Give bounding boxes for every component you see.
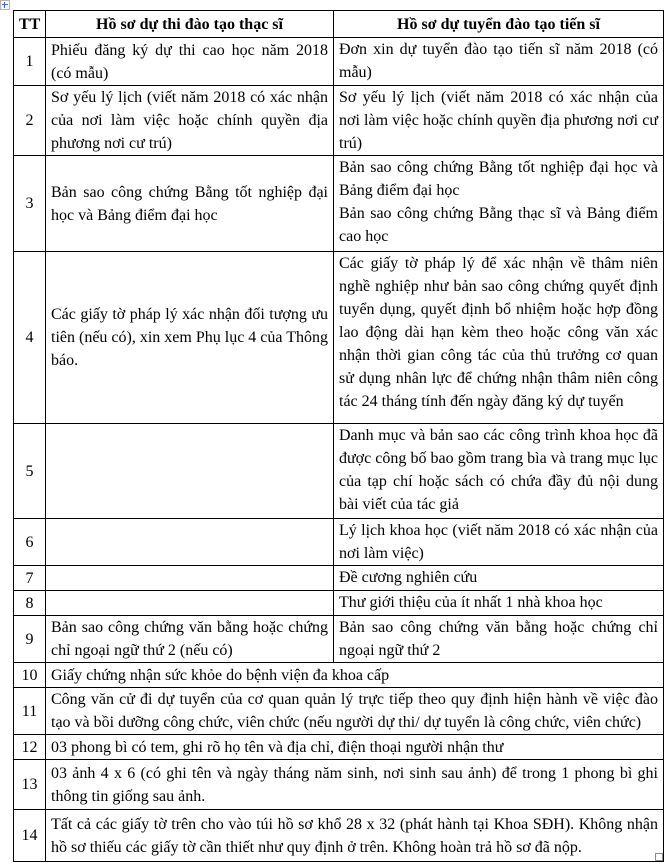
tt-cell: 7 bbox=[14, 566, 46, 591]
tt-cell: 8 bbox=[14, 591, 46, 616]
merged-cell: Tất cả các giấy tờ trên cho vào túi hồ sơ khổ 28 x 32 (phát hành tại Khoa SĐH). Không nhận hồ sơ thiếu các giấy tờ cần thiết như quy định ở trên. Không hoàn trả hồ sơ đã nộp. bbox=[46, 810, 664, 862]
tt-cell: 11 bbox=[14, 688, 46, 735]
table-row bbox=[14, 424, 664, 519]
table-row bbox=[14, 86, 664, 156]
table-row bbox=[14, 566, 664, 591]
tt-cell: 14 bbox=[14, 810, 46, 862]
table-row bbox=[14, 156, 664, 252]
table-row bbox=[14, 519, 664, 566]
paragraph: Bản sao công chứng Bằng thạc sĩ và Bảng điểm cao học bbox=[339, 205, 658, 245]
phd-cell: Lý lịch khoa học (viết năm 2018 có xác nhận của nơi làm việc) bbox=[334, 519, 664, 566]
tt-cell: 6 bbox=[14, 519, 46, 566]
merged-cell: 03 ảnh 4 x 6 (có ghi tên và ngày tháng năm sinh, nơi sinh sau ảnh) để trong 1 phong bì ghi thông tin giống sau ảnh. bbox=[46, 760, 664, 810]
table-row bbox=[14, 616, 664, 663]
header-tt: TT bbox=[14, 11, 46, 38]
table-row bbox=[14, 735, 664, 760]
master-cell bbox=[46, 566, 334, 591]
tt-cell: 1 bbox=[14, 38, 46, 86]
tt-cell: 10 bbox=[14, 663, 46, 688]
header-master: Hồ sơ dự thi đào tạo thạc sĩ bbox=[46, 11, 334, 38]
tt-cell: 9 bbox=[14, 616, 46, 663]
tt-cell: 12 bbox=[14, 735, 46, 760]
phd-cell: Thư giới thiệu của ít nhất 1 nhà khoa học bbox=[334, 591, 664, 616]
table-row bbox=[14, 760, 664, 810]
plus-icon bbox=[4, 2, 5, 8]
master-cell: Bản sao công chứng văn bằng hoặc chứng chỉ ngoại ngữ thứ 2 (nếu có) bbox=[46, 616, 334, 663]
phd-cell: Sơ yếu lý lịch (viết năm 2018 có xác nhận của nơi làm việc hoặc chính quyền địa phương nơi cư trú) bbox=[334, 86, 664, 156]
master-cell: Bản sao công chứng Bằng tốt nghiệp đại học và Bảng điểm đại học bbox=[46, 156, 334, 252]
phd-cell bbox=[334, 156, 664, 252]
table-row bbox=[14, 591, 664, 616]
master-cell: Các giấy tờ pháp lý xác nhận đối tượng ưu tiên (nếu có), xin xem Phụ lục 4 của Thông báo. bbox=[46, 252, 334, 424]
master-cell bbox=[46, 424, 334, 519]
tt-cell: 2 bbox=[14, 86, 46, 156]
table-row bbox=[14, 688, 664, 735]
merged-cell: Công văn cử đi dự tuyển của cơ quan quản lý trực tiếp theo quy định hiện hành về việc đào tạo và bồi dưỡng công chức, viên chức (nếu người dự thi/ dự tuyển là công chức, viên chức) bbox=[46, 688, 664, 735]
merged-cell: Giấy chứng nhận sức khỏe do bệnh viện đa khoa cấp bbox=[46, 663, 664, 688]
table-row bbox=[14, 810, 664, 862]
phd-cell: Đề cương nghiên cứu bbox=[334, 566, 664, 591]
phd-cell: Các giấy tờ pháp lý để xác nhận về thâm niên nghề nghiệp như bản sao công chứng quyết định tuyển dụng, quyết định bổ nhiệm hoặc hợp đồng lao động dài hạn kèm theo hoặc công văn xác nhận thời gian công tác của thủ trưởng cơ quan sử dụng nhân lực để chứng nhận thâm niên công tác 24 tháng tính đến ngày đăng ký dự tuyển bbox=[334, 252, 664, 424]
header-phd: Hồ sơ dự tuyển đào tạo tiến sĩ bbox=[334, 11, 664, 38]
table-move-handle-icon[interactable] bbox=[0, 0, 10, 10]
table-header-row bbox=[14, 11, 664, 38]
tt-cell: 5 bbox=[14, 424, 46, 519]
phd-cell: Danh mục và bản sao các công trình khoa học đã được công bố bao gồm trang bìa và trang mục lục của tạp chí hoặc sách có chứa đầy đủ nội dung bài viết của tác giả bbox=[334, 424, 664, 519]
table-resize-handle-icon[interactable] bbox=[655, 853, 663, 861]
merged-cell: 03 phong bì có tem, ghi rõ họ tên và địa chỉ, điện thoại người nhận thư bbox=[46, 735, 664, 760]
table-row bbox=[14, 252, 664, 424]
phd-cell: Bản sao công chứng văn bằng hoặc chứng chỉ ngoại ngữ thứ 2 bbox=[334, 616, 664, 663]
paragraph: Bản sao công chứng Bằng tốt nghiệp đại học và Bảng điểm đại học bbox=[339, 159, 658, 199]
dossier-requirements-table bbox=[13, 10, 664, 862]
master-cell: Phiếu đăng ký dự thi cao học năm 2018 (có mẫu) bbox=[46, 38, 334, 86]
table-row bbox=[14, 663, 664, 688]
master-cell bbox=[46, 519, 334, 566]
table-row bbox=[14, 38, 664, 86]
master-cell: Sơ yếu lý lịch (viết năm 2018 có xác nhận của nơi làm việc hoặc chính quyền địa phương nơi cư trú) bbox=[46, 86, 334, 156]
plus-icon bbox=[2, 4, 8, 5]
phd-cell: Đơn xin dự tuyển đào tạo tiến sĩ năm 2018 (có mẫu) bbox=[334, 38, 664, 86]
tt-cell: 4 bbox=[14, 252, 46, 424]
tt-cell: 13 bbox=[14, 760, 46, 810]
tt-cell: 3 bbox=[14, 156, 46, 252]
master-cell bbox=[46, 591, 334, 616]
